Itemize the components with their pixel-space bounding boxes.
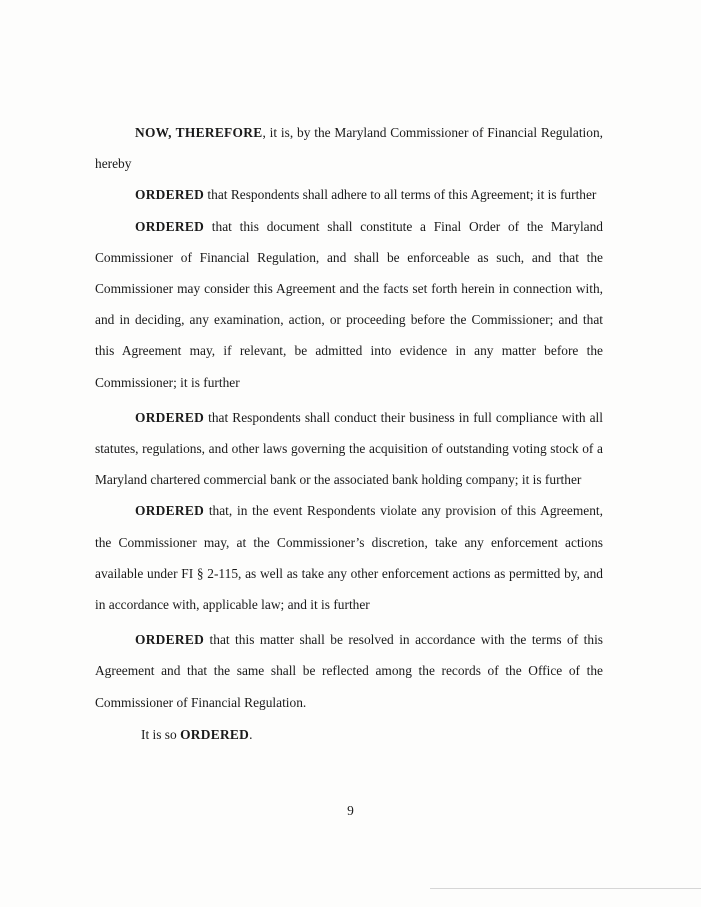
paragraph-lead: ORDERED <box>135 187 205 203</box>
paragraph-text: that this document shall constitute a Final Order of the Maryland Commissioner of Financial Regulation, and shall be enforceable as such, and that the Commissioner may consider this Agreement and the facts set forth herein in connection with, and in deciding, any examination, action, or proceeding before the Commissioner; and that this Agreement may, if relevant, be admitted into evidence in any matter before the Commissioner; it is further <box>95 218 603 390</box>
paragraph-text: , it is, by the Maryland Commissioner of Financial Regulation, hereby <box>95 125 603 172</box>
paragraph-ordered-adhere <box>95 179 603 210</box>
paragraph-lead: ORDERED <box>135 218 205 234</box>
paragraph-text: that Respondents shall conduct their business in full compliance with all statutes, regulations, and other laws governing the acquisition of outstanding voting stock of a Maryland chartered commercial bank or the associated bank holding company; it is further <box>95 409 603 488</box>
page-number: 9 <box>347 803 354 818</box>
paragraph-text: that Respondents shall adhere to all terms of this Agreement; it is further <box>204 187 597 203</box>
paragraph-text: that, in the event Respondents violate any provision of this Agreement, the Commissioner may, at the Commissioner’s discretion, take any enforcement actions available under FI § 2-115, as well as take any other enforcement actions as permitted by, and in accordance with, applicable law; and it is further <box>95 503 603 613</box>
closing-ordered: ORDERED <box>180 727 250 742</box>
paragraph-ordered-resolved <box>95 624 603 718</box>
closing-suffix: . <box>249 727 253 742</box>
paragraph-lead: NOW, THEREFORE <box>135 125 263 140</box>
paragraph-lead: ORDERED <box>135 409 205 425</box>
paragraph-lead: ORDERED <box>135 503 205 519</box>
order-body <box>95 117 603 718</box>
closing-statement <box>141 719 252 750</box>
paragraph-text: that this matter shall be resolved in accordance with the terms of this Agreement and that the same shall be reflected among the records of the Office of the Commissioner of Financial Regulation. <box>95 632 603 710</box>
paragraph-ordered-final-order <box>95 211 603 398</box>
closing-prefix: It is so <box>141 727 181 742</box>
paragraph-now-therefore <box>95 117 603 179</box>
paragraph-ordered-enforcement <box>95 495 603 620</box>
scan-edge-divider <box>430 888 701 889</box>
paragraph-lead: ORDERED <box>135 632 205 648</box>
paragraph-ordered-compliance <box>95 402 603 496</box>
